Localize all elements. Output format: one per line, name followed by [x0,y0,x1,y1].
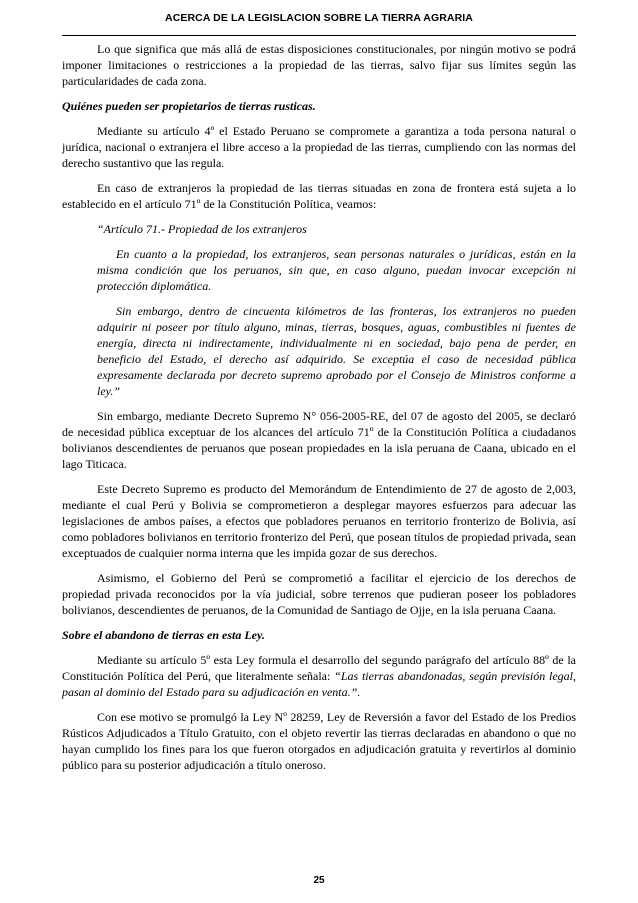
quote-paragraph-borders: Sin embargo, dentro de cincuenta kilómetros de las fronteras, los extranjeros no pueden adquirir ni poseer por título alguno, minas, tierras, bosques, aguas, combustibles ni fuentes de energía, directa ni indirectamente, individualmente ni en sociedad, bajo pena de perder, en beneficio del Estado, el derecho así adquirido. Se exceptúa el caso de necesidad pública expresamente declarada por decreto supremo aprobado por el Consejo de Ministros conforme a ley.” [97,304,576,398]
page-body [62,41,576,782]
paragraph-limits: Lo que significa que más allá de estas disposiciones constitucionales, por ningún motivo se podrá imponer limitaciones o restricciones a la propiedad de las tierras, salvo fijar sus límites según las particularidades de cada zona. [62,42,576,88]
article-88-quote: “Las tierras abandonadas, según previsión legal, pasan al dominio del Estado para su adjudicación en venta.”. [62,669,576,699]
quote-paragraph-property: En cuanto a la propiedad, los extranjeros, sean personas naturales o jurídicas, están en la misma condición que los peruanos, sin que, en caso alguno, puedan invocar excepción ni protección diplomática. [97,247,576,293]
paragraph-memorandum: Este Decreto Supremo es producto del Memorándum de Entendimiento de 27 de agosto de 2,003, mediante el cual Perú y Bolivia se comprometieron a desplegar mayores esfuerzos para adecuar las legislaciones de ambos países, a efectos que pobladores peruanos en territorio fronterizo de Bolivia, así como pobladores bolivianos en territorio fronterizo del Perú, que posean títulos de propiedad privada, sean exceptuados de cualquier norma interna que les impida gozar de sus derechos. [62,482,576,560]
paragraph-law-28259: Con ese motivo se promulgó la Ley Nº 28259, Ley de Reversión a favor del Estado de los Predios Rústicos Adjudicados a Título Gratuito, con el objeto revertir las tierras declaradas en abandono o que no hayan cumplido los fines para los que fueron otorgados en adjudicación gratuita y revertirlos al dominio público para su posterior adjudicación a título oneroso. [62,710,576,772]
paragraph-article-5 [62,652,576,700]
paragraph-government-commitment: Asimismo, el Gobierno del Perú se comprometió a facilitar el ejercicio de los derechos de propiedad privada reconocidos por la vía judicial, sobre terrenos que pudieran poseer los pobladores bolivianos, descendientes de peruanos, de la Comunidad de Santiago de Ojje, en la isla peruana Caana. [62,571,576,617]
article-5-text: Mediante su artículo 5º esta Ley formula el desarrollo del segundo parágrafo del artículo 88º de la Constitución Política del Perú, que literalmente señala: [62,653,576,683]
header-rule [62,35,576,36]
running-header: ACERCA DE LA LEGISLACION SOBRE LA TIERRA AGRARIA [165,12,473,24]
section-heading-abandonment: Sobre el abandono de tierras en esta Ley. [62,628,265,642]
paragraph-foreigners: En caso de extranjeros la propiedad de las tierras situadas en zona de frontera está sujeta a lo establecido en el artículo 71º de la Constitución Política, veamos: [62,181,576,211]
paragraph-supreme-decree: Sin embargo, mediante Decreto Supremo N° 056-2005-RE, del 07 de agosto del 2005, se declaró de necesidad pública exceptuar de los alcances del artículo 71º de la Constitución Política a ciudadanos bolivianos descendientes de peruanos que posean propiedades en la isla peruana de Caana, ubicado en el lago Titicaca. [62,409,576,471]
page-number: 25 [313,875,325,886]
section-heading-owners: Quiénes pueden ser propietarios de tierras rusticas. [62,99,316,113]
paragraph-article-4: Mediante su artículo 4º el Estado Peruano se compromete a garantiza a toda persona natural o jurídica, nacional o extranjera el libre acceso a la propiedad de las tierras, cumpliendo con las normas del derecho sustantivo que las regula. [62,124,576,170]
quote-title-article-71: “Artículo 71.- Propiedad de los extranjeros [97,222,307,236]
